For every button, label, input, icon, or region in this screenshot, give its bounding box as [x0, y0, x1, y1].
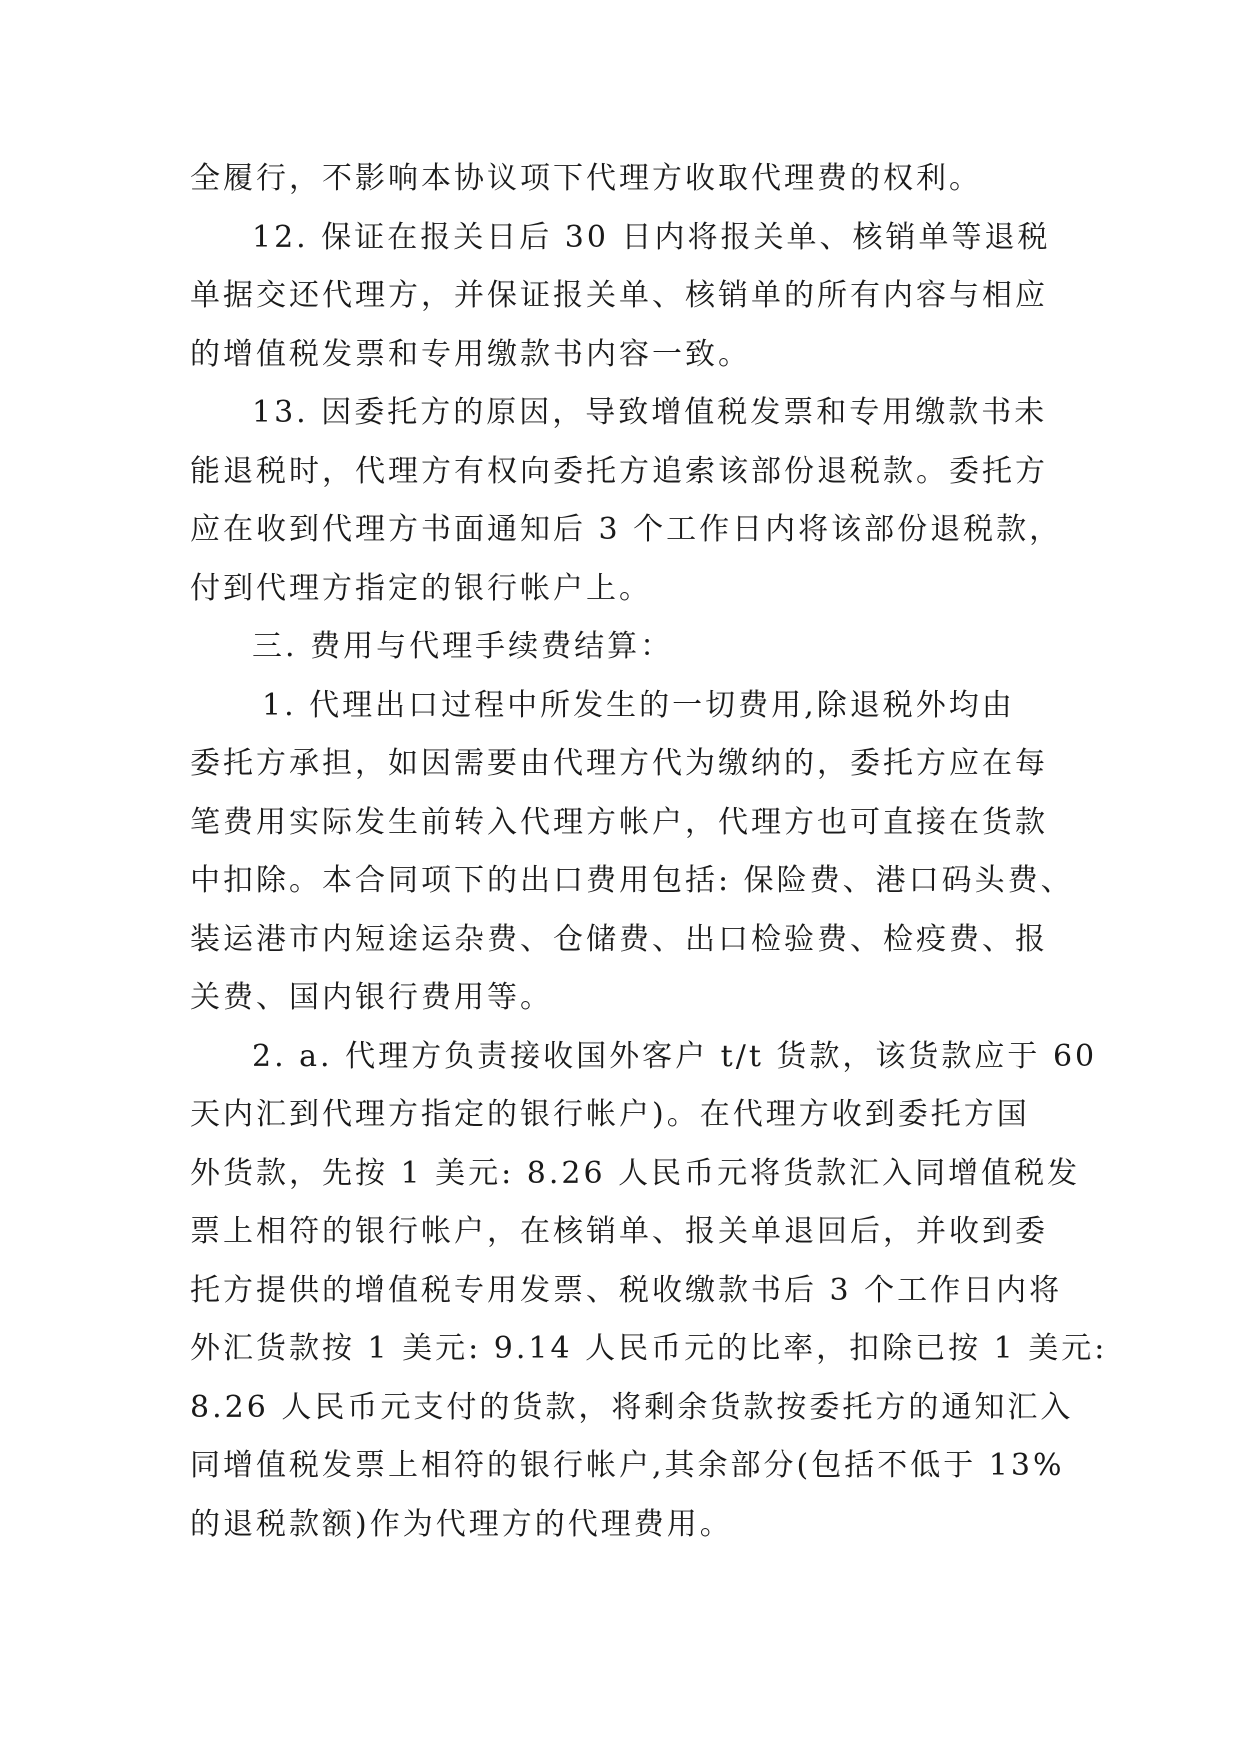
- text-line: 能退税时，代理方有权向委托方追索该部份退税款。委托方: [190, 453, 1048, 489]
- text-line: 的退税款额)作为代理方的代理费用。: [190, 1506, 733, 1542]
- text-line: 外货款，先按 1 美元: 8.26 人民币元将货款汇入同增值税发: [190, 1155, 1081, 1191]
- clause-1-line: 1. 代理出口过程中所发生的一切费用,除退税外均由: [262, 687, 1015, 723]
- text-line: 关费、国内银行费用等。: [190, 980, 553, 1015]
- text-line: 8.26 人民币元支付的货款，将剩余货款按委托方的通知汇入: [190, 1389, 1074, 1425]
- text-line: 笔费用实际发生前转入代理方帐户，代理方也可直接在货款: [190, 804, 1048, 840]
- text-line: 外汇货款按 1 美元: 9.14 人民币元的比率，扣除已按 1 美元:: [190, 1331, 1108, 1366]
- text-line: 票上相符的银行帐户，在核销单、报关单退回后，并收到委: [190, 1214, 1048, 1249]
- text-line: 单据交还代理方，并保证报关单、核销单的所有内容与相应: [190, 278, 1048, 313]
- text-line: 应在收到代理方书面通知后 3 个工作日内将该部份退税款，: [190, 512, 1063, 547]
- clause-13-line: 13. 因委托方的原因，导致增值税发票和专用缴款书未: [252, 395, 1048, 430]
- clause-2a-line: 2. a. 代理方负责接收国外客户 t/t 货款，该货款应于 60: [252, 1038, 1098, 1074]
- text-line: 同增值税发票上相符的银行帐户,其余部分(包括不低于 13%: [190, 1448, 1065, 1483]
- clause-12-line: 12. 保证在报关日后 30 日内将报关单、核销单等退税: [252, 219, 1051, 255]
- text-line: 的增值税发票和专用缴款书内容一致。: [190, 336, 751, 372]
- text-line: 装运港市内短途运杂费、仓储费、出口检验费、检疫费、报: [190, 921, 1048, 957]
- text-line: 全履行，不影响本协议项下代理方收取代理费的权利。: [190, 161, 982, 196]
- document-body: [190, 150, 1108, 1554]
- text-line: 天内汇到代理方指定的银行帐户)。在代理方收到委托方国: [190, 1097, 1030, 1132]
- text-line: 付到代理方指定的银行帐户上。: [190, 570, 652, 606]
- text-line: 托方提供的增值税专用发票、税收缴款书后 3 个工作日内将: [190, 1272, 1063, 1308]
- text-line: 委托方承担，如因需要由代理方代为缴纳的，委托方应在每: [190, 746, 1048, 781]
- section-heading: 三. 费用与代理手续费结算：: [252, 629, 674, 664]
- text-line: 中扣除。本合同项下的出口费用包括: 保险费、港口码头费、: [190, 863, 1074, 898]
